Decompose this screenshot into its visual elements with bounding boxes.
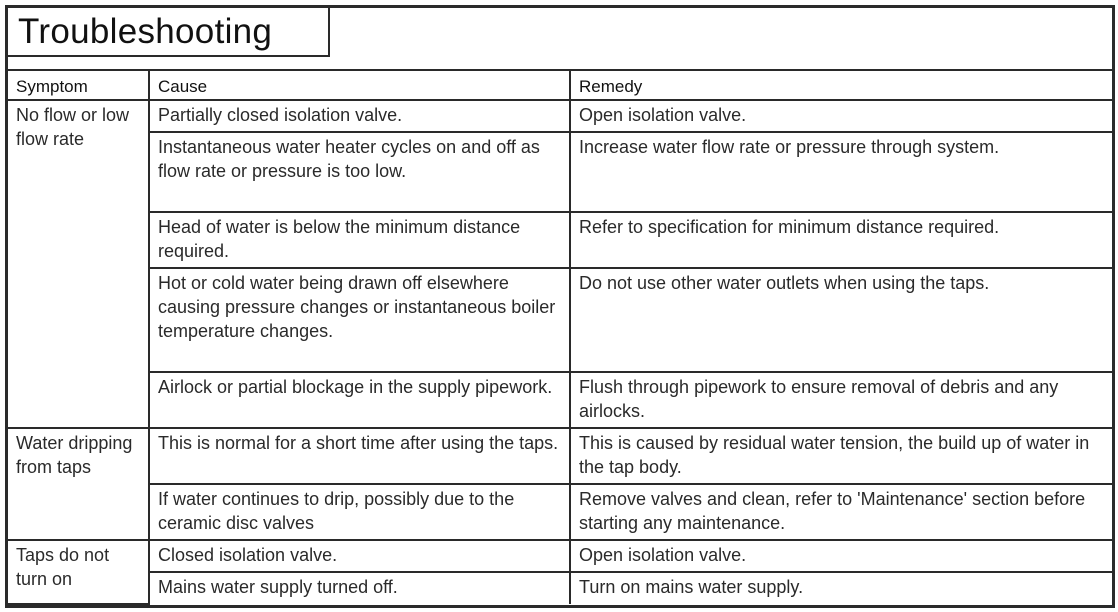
symptom-cell: Taps do not turn on	[8, 540, 149, 604]
cause-cell: Hot or cold water being drawn off elsewhere causing pressure changes or instantaneous boiler temperature changes.	[149, 268, 570, 372]
symptom-cell: Water dripping from taps	[8, 428, 149, 540]
cause-cell: Mains water supply turned off.	[149, 572, 570, 604]
cause-cell: Partially closed isolation valve.	[149, 100, 570, 132]
remedy-cell: Refer to specification for minimum distance required.	[570, 212, 1112, 268]
cause-cell: Closed isolation valve.	[149, 540, 570, 572]
table-row	[8, 540, 1112, 572]
remedy-cell: Remove valves and clean, refer to 'Maintenance' section before starting any maintenance.	[570, 484, 1112, 540]
cause-cell: Head of water is below the minimum distance required.	[149, 212, 570, 268]
troubleshooting-panel	[5, 5, 1115, 608]
remedy-cell: Increase water flow rate or pressure through system.	[570, 132, 1112, 212]
remedy-cell: Turn on mains water supply.	[570, 572, 1112, 604]
cause-cell: Airlock or partial blockage in the supply pipework.	[149, 372, 570, 428]
remedy-cell: Do not use other water outlets when using the taps.	[570, 268, 1112, 372]
cause-cell: If water continues to drip, possibly due to the ceramic disc valves	[149, 484, 570, 540]
table-row	[8, 212, 1112, 268]
table-row	[8, 572, 1112, 604]
title-box	[8, 8, 330, 57]
cause-cell: Instantaneous water heater cycles on and off as flow rate or pressure is too low.	[149, 132, 570, 212]
cause-cell: This is normal for a short time after using the taps.	[149, 428, 570, 484]
table-row	[8, 372, 1112, 428]
remedy-cell: This is caused by residual water tension, the build up of water in the tap body.	[570, 428, 1112, 484]
header-remedy: Remedy	[570, 70, 1112, 100]
troubleshooting-table	[8, 69, 1112, 605]
table-row	[8, 484, 1112, 540]
table-header-row	[8, 70, 1112, 100]
symptom-cell: No flow or low flow rate	[8, 100, 149, 428]
page-title: Troubleshooting	[18, 12, 273, 51]
table-row	[8, 268, 1112, 372]
remedy-cell: Open isolation valve.	[570, 100, 1112, 132]
table-row	[8, 132, 1112, 212]
header-cause: Cause	[149, 70, 570, 100]
table-row	[8, 428, 1112, 484]
remedy-cell: Open isolation valve.	[570, 540, 1112, 572]
table-row	[8, 100, 1112, 132]
header-symptom: Symptom	[8, 70, 149, 100]
remedy-cell: Flush through pipework to ensure removal of debris and any airlocks.	[570, 372, 1112, 428]
